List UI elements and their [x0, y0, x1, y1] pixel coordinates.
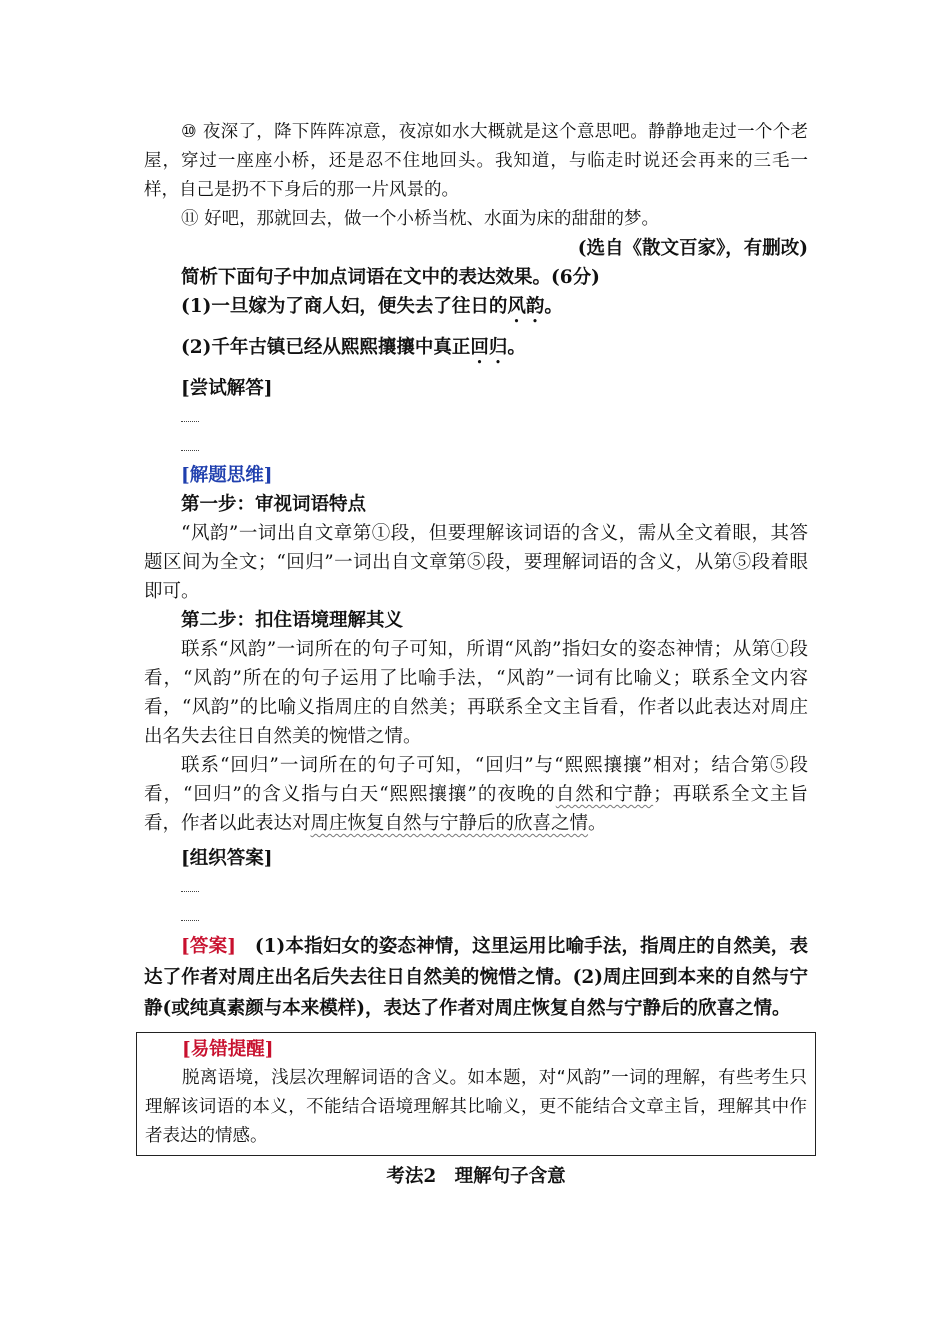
step-2-title: 第二步：扣住语境理解其义	[181, 610, 404, 631]
passage-source: (选自《散文百家》，有删改)	[577, 238, 808, 259]
step-1-title: 第一步：审视词语特点	[181, 494, 367, 515]
step-2-text-1: 联系“风韵”一词所在的句子可知，所谓“风韵”指妇女的姿态神情；从第①段看，“风韵”所在的句子运用了比喻手法，“风韵”一词有比喻义；联系全文内容看，“风韵”的比喻义指周庄的自然美；再联系全文主旨看，作者以此表达对周庄出名失去往日自然美的惋惜之情。	[144, 639, 808, 747]
question-prompt: 简析下面句子中加点词语在文中的表达效果。(6分)	[181, 267, 600, 288]
step-1-text: “风韵”一词出自文章第①段，但要理解该词语的含义，需从全文着眼，其答题区间为全文；“回归”一词出自文章第⑤段，要理解词语的含义，从第⑤段着眼即可。	[144, 523, 808, 602]
step-2-text-2-part: ；再联系全文主旨看，作者以此表达对	[144, 784, 808, 834]
organize-label: [组织答案]	[181, 848, 273, 869]
answer-blank-line[interactable]	[181, 403, 808, 432]
warning-box	[136, 1032, 816, 1156]
answer-block	[144, 931, 808, 1024]
question-2-keyword: 回归	[470, 337, 508, 358]
question-1-end: 。	[544, 296, 563, 317]
question-2-end: 。	[507, 337, 526, 358]
answer-blank-line[interactable]	[181, 873, 808, 902]
passage-paragraph-11: ⑪ 好吧，那就回去，做一个小桥当枕、水面为床的甜甜的梦。	[181, 209, 660, 229]
question-1	[144, 292, 808, 327]
attempt-label: [尝试解答]	[181, 378, 273, 399]
question-2	[144, 333, 808, 368]
warning-label: [易错提醒]	[182, 1039, 274, 1060]
step-2-text-2-part: 。	[588, 813, 607, 834]
thinking-label: [解题思维]	[181, 465, 273, 486]
answer-blank-line[interactable]	[181, 432, 808, 461]
question-1-keyword: 风韵	[507, 296, 545, 317]
step-2-text-2-part: 联系“回归”一词所在的句子可知，“回归”与“熙熙攘攘”相对；结合第⑤段看，“回归”的含义指与白天“熙熙攘攘”的夜晚的	[144, 755, 808, 805]
answer-text: (1)本指妇女的姿态神情，这里运用比喻手法，指周庄的自然美，表达了作者对周庄出名后失去往日自然美的惋惜之情。(2)周庄回到本来的自然与宁静(或纯真素颜与本来模样)，表达了作者对周庄恢复自然与宁静后的欣喜之情。	[144, 936, 808, 1019]
step-2-highlight: 周庄恢复自然与宁静后的欣喜之情	[310, 813, 589, 834]
answer-label: [答案]	[181, 936, 237, 957]
section-heading: 考法2 理解句子含意	[386, 1166, 566, 1187]
step-2-highlight: 自然和宁静	[555, 784, 654, 805]
question-2-text: (2)千年古镇已经从熙熙攘攘中真正	[181, 337, 471, 358]
warning-text: 脱离语境，浅层次理解词语的含义。如本题，对“风韵”一词的理解，有些考生只理解该词语的本义，不能结合语境理解其比喻义，更不能结合文章主旨，理解其中作者表达的情感。	[145, 1068, 807, 1146]
answer-blank-line[interactable]	[181, 902, 808, 931]
passage-paragraph-10: ⑩ 夜深了，降下阵阵凉意，夜凉如水大概就是这个意思吧。静静地走过一个个老屋，穿过一座座小桥，还是忍不住地回头。我知道，与临走时说还会再来的三毛一样，自己是扔不下身后的那一片风景的。	[144, 122, 808, 200]
document-page	[144, 118, 808, 1191]
question-1-text: (1)一旦嫁为了商人妇，便失去了往日的	[181, 296, 508, 317]
step-2-text-2	[144, 751, 808, 838]
